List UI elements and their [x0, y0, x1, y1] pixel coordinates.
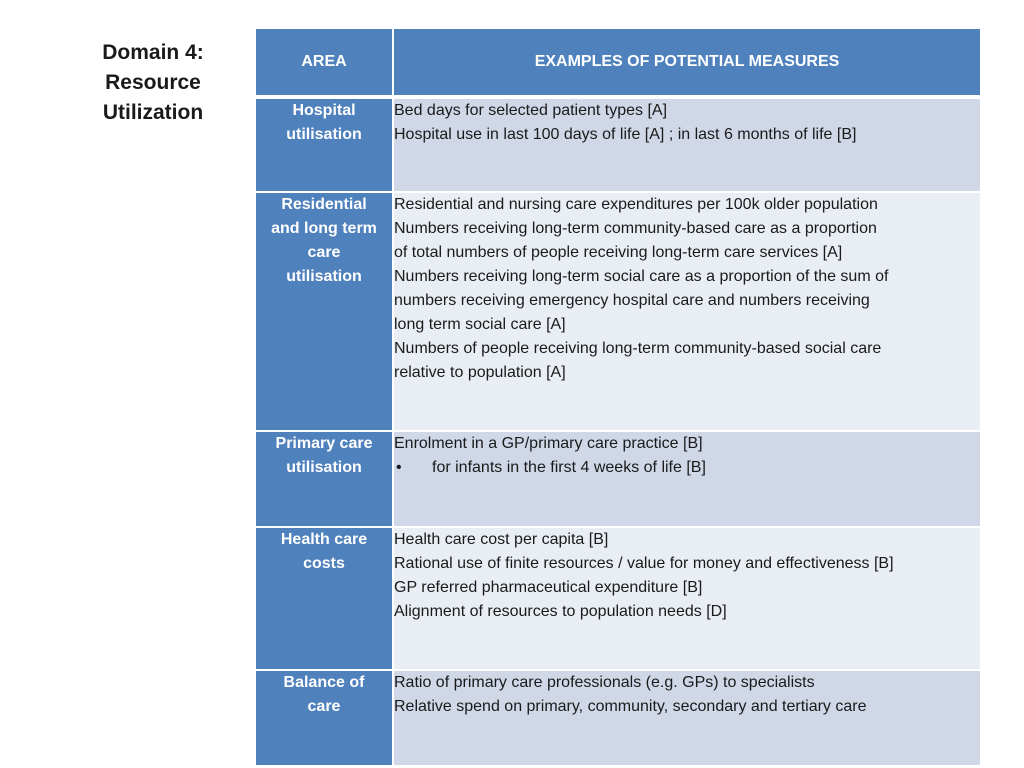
- measure-item: Health care cost per capita [B]: [394, 531, 609, 548]
- area-label-line: utilisation: [286, 268, 362, 285]
- measure-item: Enrolment in a GP/primary care practice [B]: [394, 435, 703, 452]
- measure-item: Bed days for selected patient types [A]: [394, 102, 668, 119]
- measure-item: Numbers receiving long-term social care as a proportion of the sum of: [394, 268, 889, 285]
- domain-title-line: Resource: [105, 71, 201, 94]
- area-label-line: and long term: [271, 220, 377, 237]
- measures-cell: [393, 97, 981, 192]
- measures-column-header: EXAMPLES OF POTENTIAL MEASURES: [393, 28, 981, 97]
- measure-item: Residential and nursing care expenditures per 100k older population: [394, 196, 878, 213]
- measure-item: numbers receiving emergency hospital care and numbers receiving: [394, 292, 870, 309]
- area-label-line: utilisation: [286, 459, 362, 476]
- area-cell: [255, 527, 393, 670]
- table-row: [255, 97, 981, 192]
- measure-item: GP referred pharmaceutical expenditure [B]: [394, 579, 703, 596]
- measure-item: Relative spend on primary, community, secondary and tertiary care: [394, 698, 867, 715]
- table-header-row: [255, 28, 981, 97]
- measure-item: Numbers of people receiving long-term community-based social care: [394, 340, 882, 357]
- measures-table: [254, 27, 982, 767]
- measure-item: Ratio of primary care professionals (e.g. GPs) to specialists: [394, 674, 815, 691]
- area-label-line: costs: [303, 555, 345, 572]
- area-label-line: Balance of: [283, 674, 365, 691]
- area-label-line: Hospital: [292, 102, 356, 119]
- area-label-line: care: [307, 244, 341, 261]
- area-cell: [255, 431, 393, 527]
- measure-item: long term social care [A]: [394, 316, 566, 333]
- bullet-item: [394, 456, 980, 480]
- measures-cell: [393, 192, 981, 431]
- table-row: [255, 431, 981, 527]
- domain-title-line: Domain 4:: [102, 41, 204, 64]
- table-row: [255, 192, 981, 431]
- domain-title: [90, 38, 216, 128]
- area-label-line: care: [307, 698, 341, 715]
- table-row: [255, 670, 981, 766]
- measures-cell: [393, 670, 981, 766]
- area-label-line: Residential: [281, 196, 367, 213]
- area-column-header: AREA: [255, 28, 393, 97]
- table-row: [255, 527, 981, 670]
- domain-title-line: Utilization: [102, 101, 204, 124]
- area-cell: [255, 670, 393, 766]
- measure-item: Rational use of finite resources / value for money and effectiveness [B]: [394, 555, 894, 572]
- area-label-line: Primary care: [275, 435, 373, 452]
- area-cell: [255, 192, 393, 431]
- measure-item: Hospital use in last 100 days of life [A] ; in last 6 months of life [B]: [394, 126, 857, 143]
- measures-cell: [393, 431, 981, 527]
- measure-item: relative to population [A]: [394, 364, 566, 381]
- area-label-line: utilisation: [286, 126, 362, 143]
- measures-cell: [393, 527, 981, 670]
- area-label-line: Health care: [280, 531, 368, 548]
- measure-item: Alignment of resources to population needs [D]: [394, 603, 727, 620]
- measure-item: for infants in the first 4 weeks of life [B]: [432, 459, 706, 476]
- area-cell: [255, 97, 393, 192]
- bullet-icon: •: [396, 459, 402, 476]
- measure-item: of total numbers of people receiving long-term care services [A]: [394, 244, 843, 261]
- measure-item: Numbers receiving long-term community-based care as a proportion: [394, 220, 877, 237]
